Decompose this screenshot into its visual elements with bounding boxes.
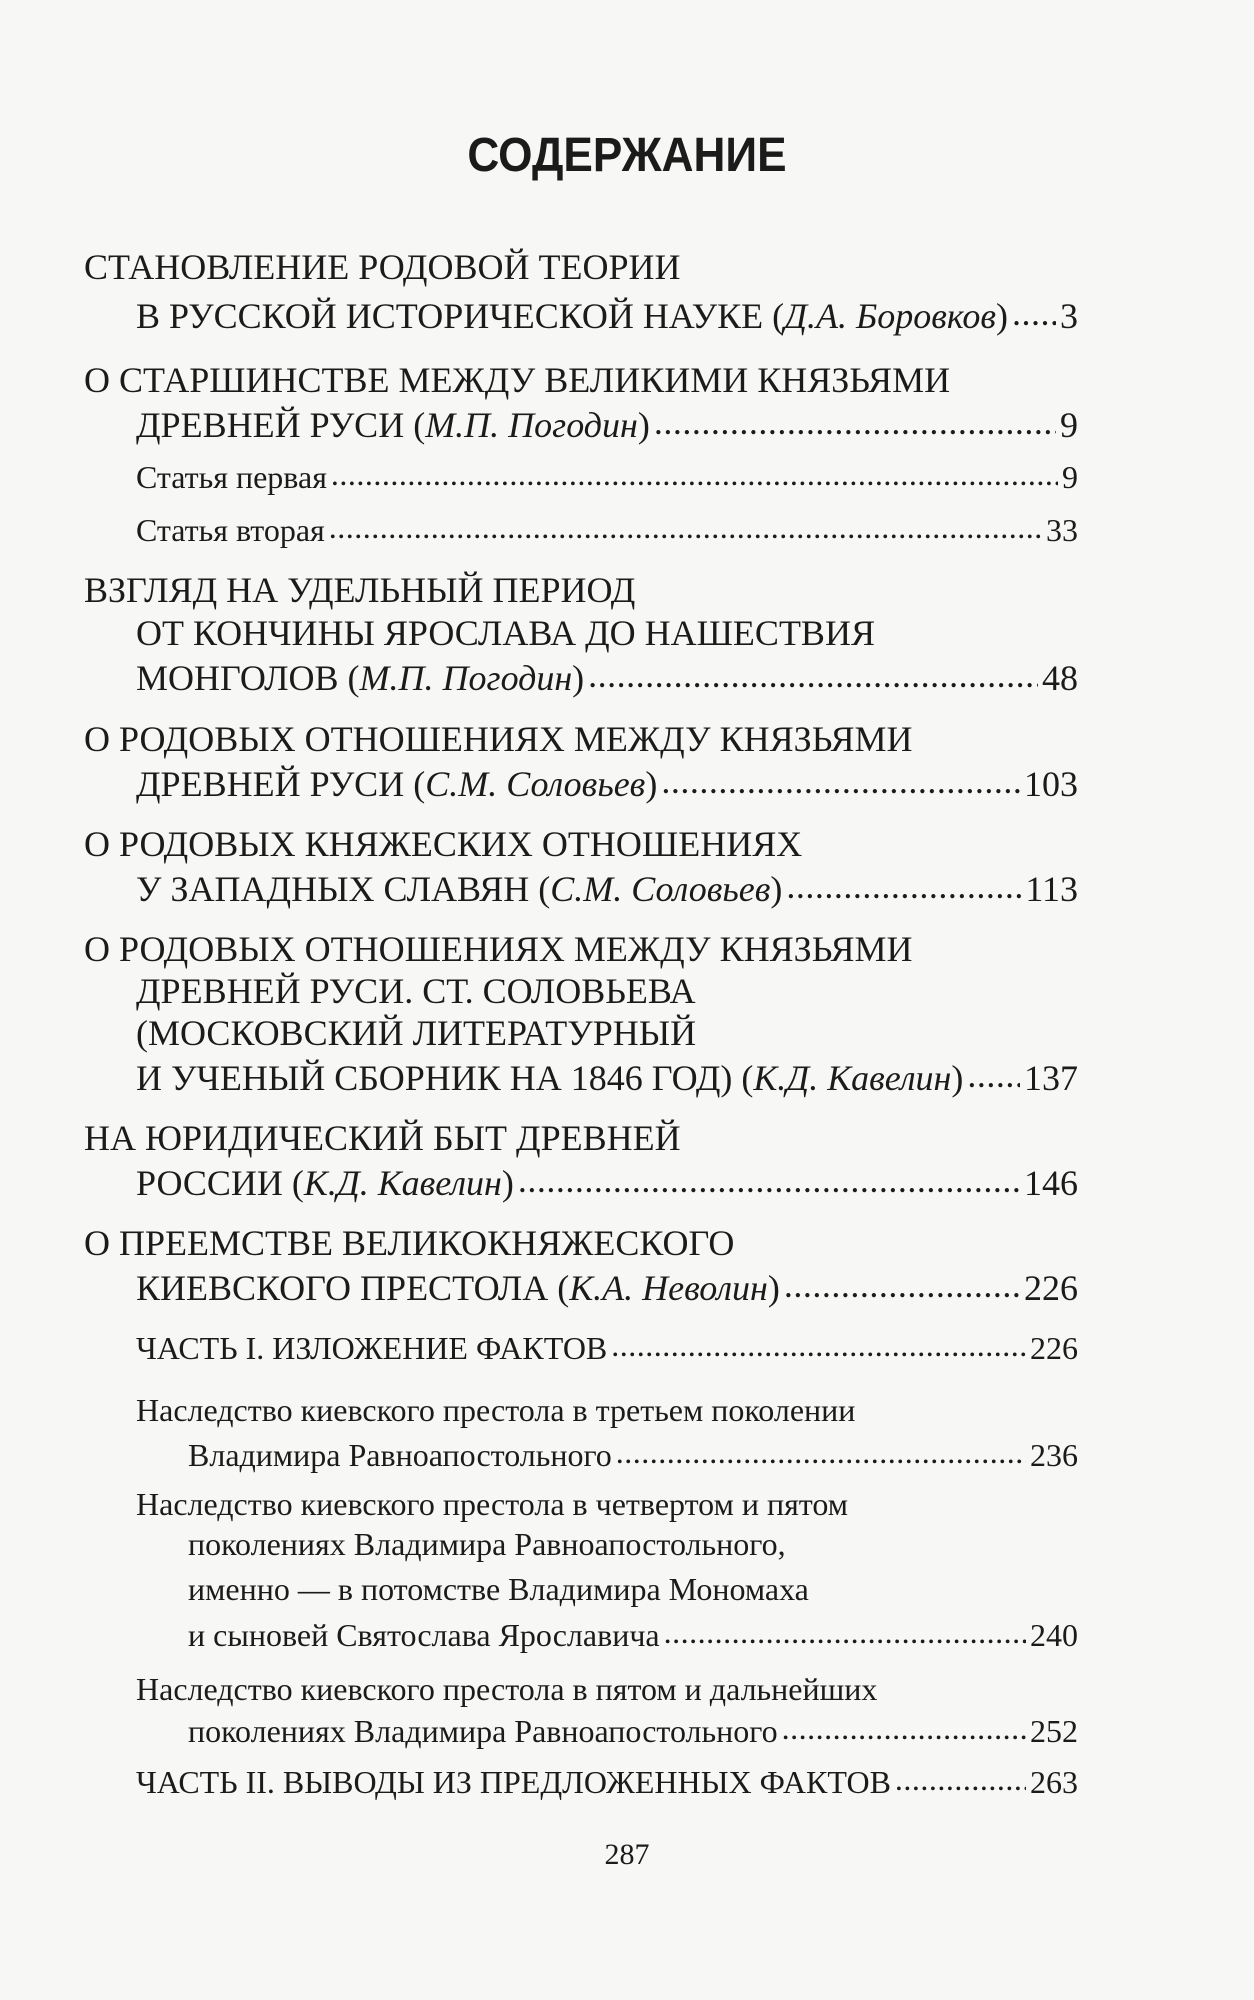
page-ref: 113: [1025, 869, 1078, 909]
toc-entry-title: О РОДОВЫХ КНЯЖЕСКИХ ОТНОШЕНИЯХ: [84, 824, 803, 864]
toc-entry-line: У ЗАПАДНЫХ СЛАВЯН ( С.М. Соловьев ) ..... 113: [84, 865, 1078, 910]
toc-subentry: Наследство киевского престола в пятом и дальнейших: [136, 1671, 878, 1707]
page-ref: 103: [1024, 764, 1078, 804]
page-ref: 33: [1046, 512, 1078, 548]
toc-subentry-line: именно — в потомстве Владимира Мономаха: [188, 1571, 809, 1607]
toc-part: ЧАСТЬ II. ВЫВОДЫ ИЗ ПРЕДЛОЖЕННЫХ ФАКТОВ ..... 263: [84, 1761, 1078, 1802]
page-number: 287: [604, 1838, 650, 1871]
toc-entry-line: ДРЕВНЕЙ РУСИ ( С.М. Соловьев ) ..... 103: [84, 760, 1078, 805]
toc-entry-title: НА ЮРИДИЧЕСКИЙ БЫТ ДРЕВНЕЙ: [84, 1118, 681, 1158]
author-name: М.П. Погодин: [425, 405, 638, 445]
author-name: С.М. Соловьев: [550, 869, 771, 909]
author-name: С.М. Соловьев: [425, 764, 646, 804]
page-ref: 240: [1030, 1617, 1078, 1653]
toc-entry-title: О ПРЕЕМСТВЕ ВЕЛИКОКНЯЖЕСКОГО: [84, 1223, 735, 1263]
toc-entry-line: ОТ КОНЧИНЫ ЯРОСЛАВА ДО НАШЕСТВИЯ: [136, 613, 875, 653]
toc-subentry-line: Владимира Равноапостольного ..... 236: [84, 1434, 1078, 1475]
toc-entry-line: И УЧЕНЫЙ СБОРНИК НА 1846 ГОД) ( К.Д. Кавелин ) ..... 137: [84, 1054, 1078, 1099]
leader-dots: [895, 1761, 1026, 1793]
toc-subentry: Статья первая ..... 9: [84, 456, 1078, 497]
toc-subentry-line: и сыновей Святослава Ярославича ..... 240: [84, 1614, 1078, 1655]
page-ref: 146: [1024, 1163, 1078, 1203]
leader-dots: [329, 509, 1042, 541]
author-name: К.Д. Кавелин: [303, 1163, 502, 1203]
toc-entry-title: О РОДОВЫХ ОТНОШЕНИЯХ МЕЖДУ КНЯЗЬЯМИ: [84, 719, 913, 759]
author-name: К.Д. Кавелин: [753, 1058, 952, 1098]
page-ref: 252: [1030, 1713, 1078, 1749]
page-ref: 48: [1042, 658, 1078, 698]
author-name: М.П. Погодин: [359, 658, 573, 698]
page-ref: 263: [1030, 1764, 1078, 1800]
toc-subentry-line: поколениях Владимира Равноапостольного ..... 252: [84, 1710, 1078, 1751]
leader-dots: [518, 1159, 1020, 1195]
leader-dots: [654, 401, 1056, 437]
leader-dots: [616, 1434, 1026, 1466]
toc-entry-line: ДРЕВНЕЙ РУСИ. СТ. СОЛОВЬЕВА: [136, 971, 696, 1011]
page-ref: 137: [1024, 1058, 1078, 1098]
leader-dots: [588, 654, 1038, 690]
page-ref: 9: [1062, 459, 1078, 495]
page-ref: 236: [1030, 1437, 1078, 1473]
toc-entry-line: КИЕВСКОГО ПРЕСТОЛА ( К.А. Неволин ) ..... 226: [84, 1264, 1078, 1309]
page-title: СОДЕРЖАНИЕ: [467, 129, 787, 182]
page-ref: 3: [1060, 296, 1078, 336]
leader-dots: [661, 760, 1020, 796]
toc-entry-title: СТАНОВЛЕНИЕ РОДОВОЙ ТЕОРИИ: [84, 247, 681, 287]
toc-entry-line: В РУССКОЙ ИСТОРИЧЕСКОЙ НАУКЕ ( Д.А. Боровков ) ..... 3: [84, 292, 1078, 337]
toc-entry-line: РОССИИ ( К.Д. Кавелин ) ..... 146: [84, 1159, 1078, 1204]
leader-dots: [611, 1327, 1026, 1359]
toc-entry-line: МОНГОЛОВ ( М.П. Погодин ) ..... 48: [84, 654, 1078, 699]
page-ref: 226: [1024, 1268, 1078, 1308]
leader-dots: [664, 1614, 1026, 1646]
toc-part: ЧАСТЬ I. ИЗЛОЖЕНИЕ ФАКТОВ ..... 226: [84, 1327, 1078, 1368]
toc-subentry-line: поколениях Владимира Равноапостольного,: [188, 1526, 786, 1562]
leader-dots: [782, 1710, 1026, 1742]
toc-subentry: Статья вторая ..... 33: [84, 509, 1078, 550]
page-ref: 226: [1030, 1330, 1078, 1366]
author-name: К.А. Неволин: [569, 1268, 768, 1308]
toc-entry-line: (МОСКОВСКИЙ ЛИТЕРАТУРНЫЙ: [136, 1013, 697, 1053]
toc-entry-title: О СТАРШИНСТВЕ МЕЖДУ ВЕЛИКИМИ КНЯЗЬЯМИ: [84, 360, 951, 400]
toc-entry-title: О РОДОВЫХ ОТНОШЕНИЯХ МЕЖДУ КНЯЗЬЯМИ: [84, 929, 913, 969]
toc-subentry: Наследство киевского престола в четвертом и пятом: [136, 1486, 848, 1522]
toc-entry-title: ВЗГЛЯД НА УДЕЛЬНЫЙ ПЕРИОД: [84, 570, 636, 610]
author-name: Д.А. Боровков: [784, 296, 996, 336]
leader-dots: [784, 1264, 1020, 1300]
leader-dots: [967, 1054, 1020, 1090]
toc-subentry: Наследство киевского престола в третьем поколении: [136, 1392, 856, 1428]
leader-dots: [786, 865, 1021, 901]
leader-dots: [1012, 292, 1056, 328]
toc-entry-line: ДРЕВНЕЙ РУСИ ( М.П. Погодин ) ..... 9: [84, 401, 1078, 446]
page-ref: 9: [1060, 405, 1078, 445]
leader-dots: [331, 456, 1058, 488]
